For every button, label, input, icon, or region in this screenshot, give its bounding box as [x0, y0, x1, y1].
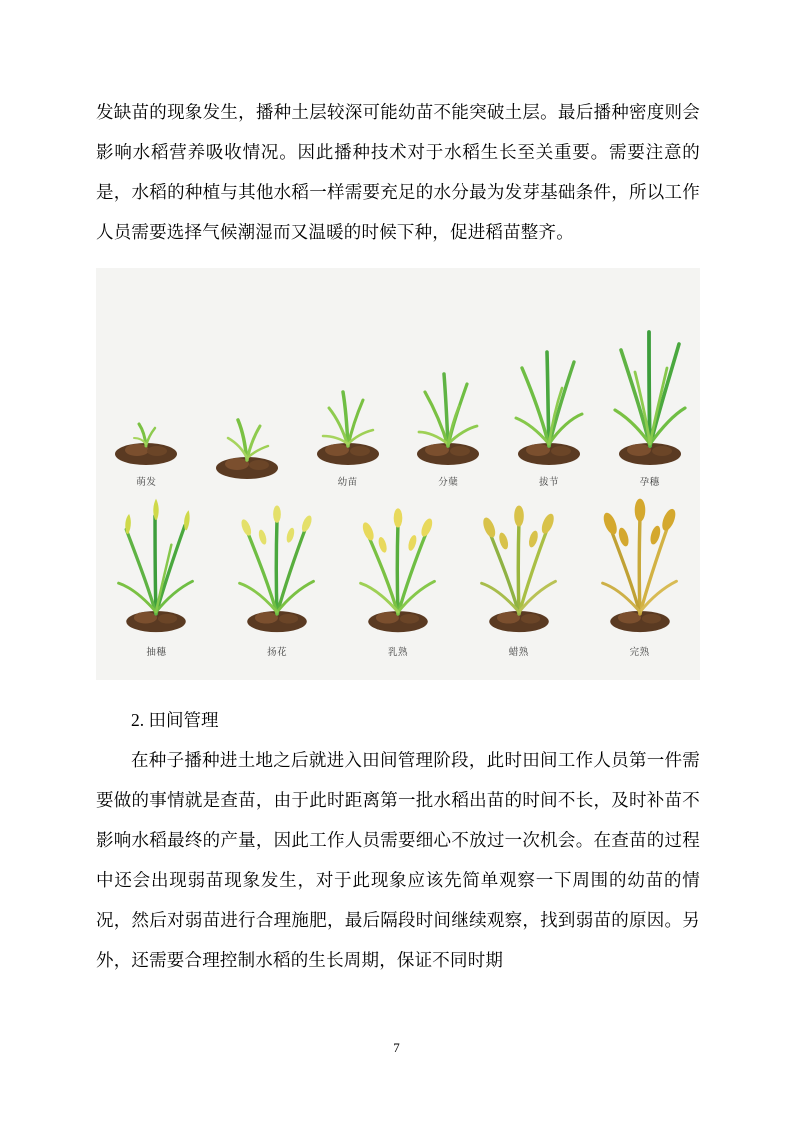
stage-label: 拔节: [538, 477, 559, 488]
plant-illustration: [501, 308, 597, 468]
sprout-icon: [101, 378, 191, 468]
growth-stage-item: [96, 308, 196, 488]
growth-stage-item: [227, 498, 327, 658]
growth-stage-item: [499, 308, 599, 488]
stage-label: 幼苗: [337, 477, 358, 488]
young-plant-icon: [303, 348, 393, 468]
plant-illustration: [199, 308, 295, 482]
stage-label: 抽穗: [146, 647, 167, 658]
stage-label: 乳熟: [387, 647, 408, 658]
plant-illustration: [98, 308, 194, 468]
stage-label: 孕穗: [639, 477, 660, 488]
growth-stage-item: [600, 308, 700, 488]
stage-label: 扬花: [267, 647, 288, 658]
growth-stage-item: [106, 498, 206, 658]
seedling-icon: [202, 372, 292, 482]
growth-stage-item: [590, 498, 690, 658]
jointing-plant-icon: [504, 318, 594, 468]
tillering-plant-icon: [403, 334, 493, 468]
growth-stage-item: [398, 308, 498, 488]
plant-illustration: [471, 490, 567, 638]
dough-stage-plant-icon: [471, 490, 567, 638]
figure-row-bottom: [96, 498, 700, 658]
page-number: 7: [393, 1040, 400, 1055]
body-block: [96, 740, 700, 980]
plant-illustration: [592, 486, 688, 638]
rice-growth-stages-figure: [96, 268, 700, 680]
milk-stage-plant-icon: [350, 492, 446, 638]
section-heading: 2. 田间管理: [131, 710, 219, 730]
paragraph-2: 在种子播种进土地之后就进入田间管理阶段，此时田间工作人员第一件需要做的事情就是查苗，由于此时距离第一批水稻出苗的时间不长，及时补苗不影响水稻最终的产量，因此工作人员需要细心不放过一次机会。在查苗的过程中还会出现弱苗现象发生，对于此现象应该先简单观察一下周围的幼苗的情况，然后对弱苗进行合理施肥，最后隔段时间继续观察，找到弱苗的原因。另外，还需要合理控制水稻的生长周期，保证不同时期: [96, 750, 700, 970]
figure-row-top: [96, 308, 700, 488]
plant-illustration: [300, 308, 396, 468]
growth-stage-item: [197, 308, 297, 488]
plant-illustration: [400, 308, 496, 468]
paragraph-1: 发缺苗的现象发生，播种土层较深可能幼苗不能突破土层。最后播种密度则会影响水稻营养吸收情况。因此播种技术对于水稻生长至关重要。需要注意的是，水稻的种植与其他水稻一样需要充足的水分最为发芽基础条件，所以工作人员需要选择气候潮湿而又温暖的时候下种，促进稻苗整齐。: [96, 102, 700, 242]
plant-illustration: [350, 492, 446, 638]
heading-plant-icon: [108, 488, 204, 638]
flowering-plant-icon: [229, 490, 325, 638]
stage-label: 完熟: [629, 647, 650, 658]
stage-label: 蜡熟: [508, 647, 529, 658]
stage-label: 萌发: [136, 477, 157, 488]
growth-stage-item: [348, 498, 448, 658]
plant-illustration: [229, 490, 325, 638]
growth-stage-item: [298, 308, 398, 488]
plant-illustration: [108, 488, 204, 638]
plant-illustration: [602, 306, 698, 468]
page-content: [96, 92, 700, 980]
stage-label: 分蘖: [438, 477, 459, 488]
booting-plant-icon: [605, 306, 695, 468]
growth-stage-item: [469, 498, 569, 658]
ripe-stage-plant-icon: [592, 486, 688, 638]
